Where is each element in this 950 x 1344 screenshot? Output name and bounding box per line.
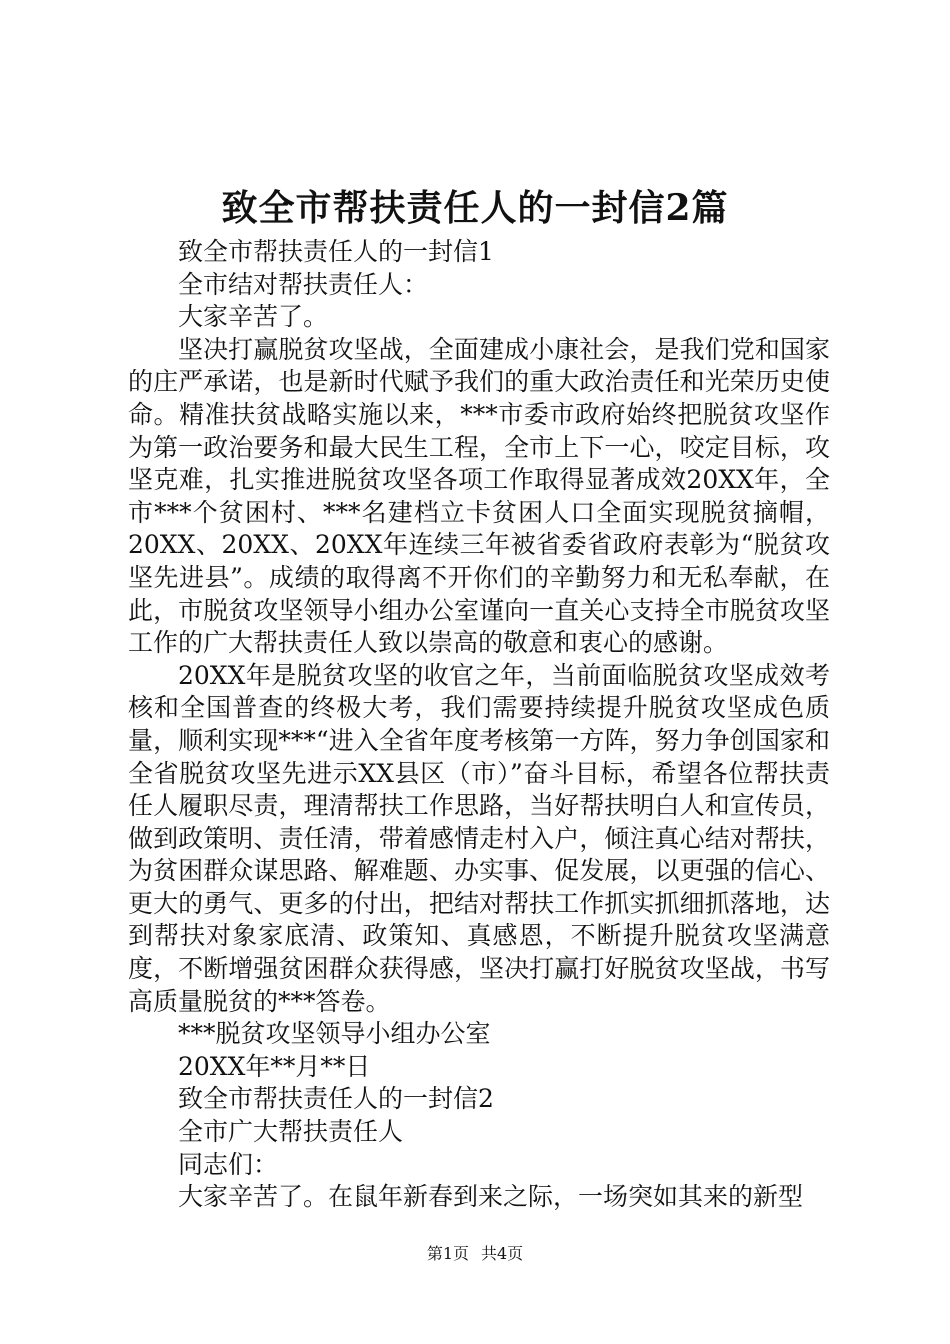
page-footer [0,1243,950,1265]
letter-1-heading: 致全市帮扶责任人的一封信1 [178,237,494,266]
document-body [128,236,830,1214]
letter-2-heading: 致全市帮扶责任人的一封信2 [178,1084,494,1114]
page-title: 致全市帮扶责任人的一封信2篇 [221,187,729,229]
page-total: 共4页 [481,1244,524,1263]
letter-1-paragraph-1: 坚决打赢脱贫攻坚战，全面建成小康社会，是我们党和国家的庄严承诺，也是新时代赋予我们的重大政治责任和光荣历史使命。精准扶贫战略实施以来，***市委市政府始终把脱贫攻坚作为第一政治要务和最大民生工程，全市上下一心，咬定目标，攻坚克难，扎实推进脱贫攻坚各项工作取得显著成效20XX年，全市***个贫困村、***名建档立卡贫困人口全面实现脱贫摘帽，20XX、20XX、20XX年连续三年被省委省政府表彰为“脱贫攻坚先进县”。成绩的取得离不开你们的辛勤努力和无私奉献，在此，市脱贫攻坚领导小组办公室谨向一直关心支持全市脱贫攻坚工作的广大帮扶责任人致以崇高的敬意和衷心的感谢。 [128,334,830,658]
letter-2-opening: 大家辛苦了。在鼠年新春到来之际，一场突如其来的新型 [178,1182,804,1212]
letter-2-salutation: 全市广大帮扶责任人 [178,1117,404,1147]
letter-2-address: 同志们： [178,1149,279,1179]
letter-1-date: 20XX年**月**日 [178,1051,371,1081]
letter-1-signature: ***脱贫攻坚领导小组办公室 [178,1019,491,1049]
letter-1-greeting: 大家辛苦了。 [178,302,329,332]
letter-1-salutation: 全市结对帮扶责任人： [178,269,429,299]
letter-1-paragraph-2: 20XX年是脱贫攻坚的收官之年，当前面临脱贫攻坚成效考核和全国普查的终极大考，我们需要持续提升脱贫攻坚成色质量，顺利实现***“进入全省年度考核第一方阵，努力争创国家和全省脱贫攻坚先进示XX县区（市）”奋斗目标，希望各位帮扶责任人履职尽责，理清帮扶工作思路，当好帮扶明白人和宣传员，做到政策明、责任清，带着感情走村入户，倾注真心结对帮扶，为贫困群众谋思路、解难题、办实事、促发展，以更强的信心、更大的勇气、更多的付出，把结对帮扶工作抓实抓细抓落地，达到帮扶对象家底清、政策知、真感恩，不断提升脱贫攻坚满意度，不断增强贫困群众获得感，坚决打赢打好脱贫攻坚战，书写高质量脱贫的***答卷。 [128,660,830,1016]
page-number: 第1页 [426,1244,469,1263]
